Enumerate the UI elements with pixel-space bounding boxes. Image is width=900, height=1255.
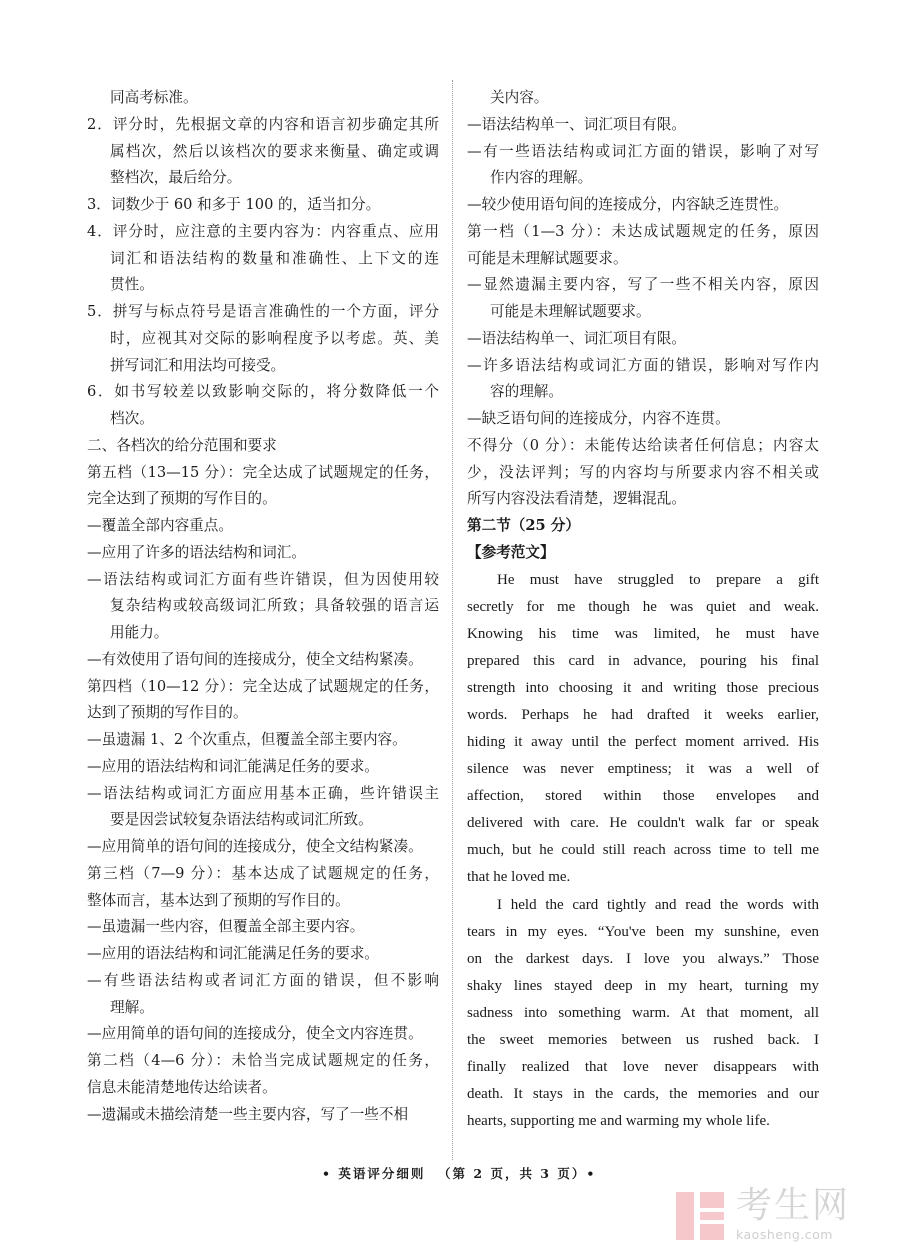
criteria-item <box>467 139 819 193</box>
text-line: the sweet memories between us rushed back. I <box>467 1031 819 1048</box>
criteria-item <box>87 513 439 540</box>
text-line: hearts, supporting me and warming my whole life. <box>467 1112 770 1129</box>
text-line: 第四档（10—12 分）：完全达成了试题规定的任务， <box>87 677 439 695</box>
criteria-item <box>87 834 439 861</box>
text-line: 2．评分时，先根据文章的内容和语言初步确定其所 <box>87 115 439 133</box>
text-line: 要是因尝试较复杂语法结构或词汇所致。 <box>110 811 373 829</box>
text-line: 时，应视其对交际的影响程度予以考虑。英、美 <box>110 329 439 347</box>
column-divider <box>452 80 453 1160</box>
criteria-item <box>87 219 439 299</box>
scoring-criteria-continued <box>467 85 819 567</box>
text-line: I held the card tightly and read the words with <box>497 896 819 913</box>
text-line: —应用简单的语句间的连接成分，使全文内容连贯。 <box>87 1025 423 1043</box>
criteria-item <box>87 112 439 192</box>
text-line: —应用的语法结构和词汇能满足任务的要求。 <box>87 757 379 775</box>
right-column <box>467 85 819 1135</box>
text-line: 不得分（0 分）：未能传达给读者任何信息；内容太 <box>467 436 819 454</box>
text-line: 作内容的理解。 <box>490 169 593 187</box>
criteria-item <box>467 112 819 139</box>
text-line: 属档次，然后以该档次的要求来衡量、确定或调 <box>110 142 439 160</box>
criteria-item <box>87 914 439 941</box>
text-line: secretly for me though he was quiet and weak. <box>467 598 819 615</box>
section-heading <box>467 540 819 567</box>
text-line: 档次。 <box>110 410 154 427</box>
text-line: death. It stays in the cards, the memories and our <box>467 1085 819 1102</box>
text-line: 5．拼写与标点符号是语言准确性的一个方面，评分 <box>87 303 439 320</box>
text-line: tears in my eyes. “You've been my sunshine, even <box>467 923 819 940</box>
criteria-item <box>87 1021 439 1048</box>
text-line: 信息未能清楚地传达给读者。 <box>87 1078 277 1096</box>
text-line: silence was never emptiness; it was a well of <box>467 760 819 777</box>
watermark-name: 考生网 <box>736 1185 851 1226</box>
grade-level-paragraph <box>87 460 439 514</box>
criteria-item <box>87 647 439 674</box>
text-line: —缺乏语句间的连接成分，内容不连贯。 <box>467 410 730 427</box>
criteria-item <box>87 567 439 647</box>
criteria-item <box>87 379 439 433</box>
criteria-item <box>87 192 439 219</box>
text-line: —虽遗漏 1、2 个次重点，但覆盖全部主要内容。 <box>87 731 407 748</box>
text-line: 【参考范文】 <box>467 543 555 561</box>
text-line: 6．如书写较差以致影响交际的，将分数降低一个 <box>87 383 439 401</box>
text-line: —较少使用语句间的连接成分，内容缺乏连贯性。 <box>467 196 789 213</box>
text-line: words. Perhaps he had drafted it weeks earlier, <box>467 706 819 723</box>
text-line: shaky lines stayed deep in my heart, turning my <box>467 977 819 994</box>
text-line: —语法结构单一、词汇项目有限。 <box>467 329 686 347</box>
criteria-item <box>467 85 819 112</box>
text-line: 整档次，最后给分。 <box>110 169 242 187</box>
watermark-logo-icon <box>676 1192 724 1240</box>
text-line: 第二档（4—6 分）：未恰当完成试题规定的任务， <box>87 1052 439 1069</box>
text-line: hiding it away until the perfect moment arrived. His <box>467 733 819 750</box>
text-line: 第五档（13—15 分）：完全达成了试题规定的任务， <box>87 463 439 481</box>
text-line: 贯性。 <box>110 276 154 294</box>
criteria-item <box>87 1102 439 1129</box>
criteria-item <box>467 406 819 433</box>
text-line: —显然遗漏主要内容，写了一些不相关内容，原因 <box>467 276 819 294</box>
criteria-item <box>87 781 439 835</box>
grade-level-paragraph <box>87 433 439 460</box>
text-line: 词汇和语法结构的数量和准确性、上下文的连 <box>110 249 439 267</box>
text-line: 完全达到了预期的写作目的。 <box>87 490 277 508</box>
section-heading <box>467 513 819 540</box>
text-line: Knowing his time was limited, he must have <box>467 625 819 642</box>
text-line: —语法结构或词汇方面应用基本正确，些许错误主 <box>87 784 439 802</box>
text-line: —应用简单的语句间的连接成分，使全文结构紧凑。 <box>87 838 423 855</box>
watermark <box>676 1185 876 1244</box>
text-line: —覆盖全部内容重点。 <box>87 517 233 534</box>
criteria-item <box>467 192 819 219</box>
text-line: —应用了许多的语法结构和词汇。 <box>87 543 306 561</box>
text-line: 3．词数少于 60 和多于 100 的，适当扣分。 <box>87 196 381 213</box>
text-line: —遗漏或未描绘清楚一些主要内容，写了一些不相 <box>87 1105 409 1123</box>
criteria-item <box>87 727 439 754</box>
text-line: 少，没法评判；写的内容均与所要求内容不相关或 <box>467 463 819 481</box>
text-line: 容的理解。 <box>490 383 563 401</box>
text-line: 理解。 <box>110 998 154 1016</box>
left-column <box>87 85 439 1128</box>
criteria-item <box>87 85 439 112</box>
criteria-item <box>87 968 439 1022</box>
text-line: on the darkest days. I love you always.” Those <box>467 950 819 967</box>
text-line: —有一些语法结构或词汇方面的错误，影响了对写 <box>467 142 819 160</box>
text-line: sadness into something warm. At that moment, all <box>467 1004 819 1021</box>
grade-level-paragraph <box>87 1048 439 1102</box>
text-line: 二、各档次的给分范围和要求 <box>87 436 277 454</box>
text-line: prepared this card in advance, pouring his final <box>467 652 819 669</box>
text-line: He must have struggled to prepare a gift <box>497 571 819 588</box>
criteria-item <box>87 540 439 567</box>
text-line: 整体而言，基本达到了预期的写作目的。 <box>87 891 350 909</box>
text-line: 第一档（1—3 分）：未达成试题规定的任务，原因 <box>467 222 819 240</box>
text-line: strength into choosing it and writing those precious <box>467 679 819 696</box>
text-line: 同高考标准。 <box>110 89 198 106</box>
text-line: affection, stored within those envelopes and <box>467 787 819 804</box>
text-line: —虽遗漏一些内容，但覆盖全部主要内容。 <box>87 918 365 936</box>
text-line: that he loved me. <box>467 868 571 885</box>
text-line: 第三档（7—9 分）：基本达成了试题规定的任务， <box>87 864 439 882</box>
text-line: —语法结构或词汇方面有些许错误，但为因使用较 <box>87 570 439 588</box>
text-line: 可能是未理解试题要求。 <box>467 249 628 267</box>
text-line: —有效使用了语句间的连接成分，使全文结构紧凑。 <box>87 650 423 668</box>
criteria-item <box>467 326 819 353</box>
text-line: 拼写词汇和用法均可接受。 <box>110 356 286 374</box>
grade-level-paragraph <box>87 674 439 728</box>
grade-level-paragraph <box>467 433 819 513</box>
text-line: finally realized that love never disappears with <box>467 1058 819 1075</box>
text-line: —应用的语法结构和词汇能满足任务的要求。 <box>87 945 379 962</box>
criteria-item <box>87 941 439 968</box>
text-line: 关内容。 <box>490 89 549 106</box>
text-line: —语法结构单一、词汇项目有限。 <box>467 115 686 133</box>
model-essay <box>467 567 819 1135</box>
text-line: —有些语法结构或者词汇方面的错误，但不影响 <box>87 971 439 989</box>
criteria-item <box>87 754 439 781</box>
text-line: 第二节（25 分） <box>467 517 580 534</box>
grade-level-paragraph <box>467 219 819 273</box>
criteria-item <box>467 353 819 407</box>
page-footer: • 英语评分细则 （第 2 页，共 3 页）• <box>322 1166 597 1181</box>
text-line: 4．评分时，应注意的主要内容为：内容重点、应用 <box>87 222 439 240</box>
text-line: delivered with care. He couldn't walk far or speak <box>467 814 819 831</box>
text-line: —许多语法结构或词汇方面的错误，影响对写作内 <box>467 356 819 374</box>
criteria-item <box>467 272 819 326</box>
text-line: 用能力。 <box>110 624 169 641</box>
essay-paragraph <box>467 567 819 891</box>
grade-level-paragraph <box>87 861 439 915</box>
text-line: 可能是未理解试题要求。 <box>490 303 651 320</box>
text-line: 复杂结构或较高级词汇所致；具备较强的语言运 <box>110 597 439 615</box>
text-line: much, but he could still reach across time to tell me <box>467 841 819 858</box>
criteria-item <box>87 299 439 379</box>
text-line: 达到了预期的写作目的。 <box>87 704 248 722</box>
text-line: 所写内容没法看清楚，逻辑混乱。 <box>467 490 686 508</box>
watermark-url: kaosheng.com <box>736 1227 833 1242</box>
essay-paragraph <box>467 892 819 1135</box>
